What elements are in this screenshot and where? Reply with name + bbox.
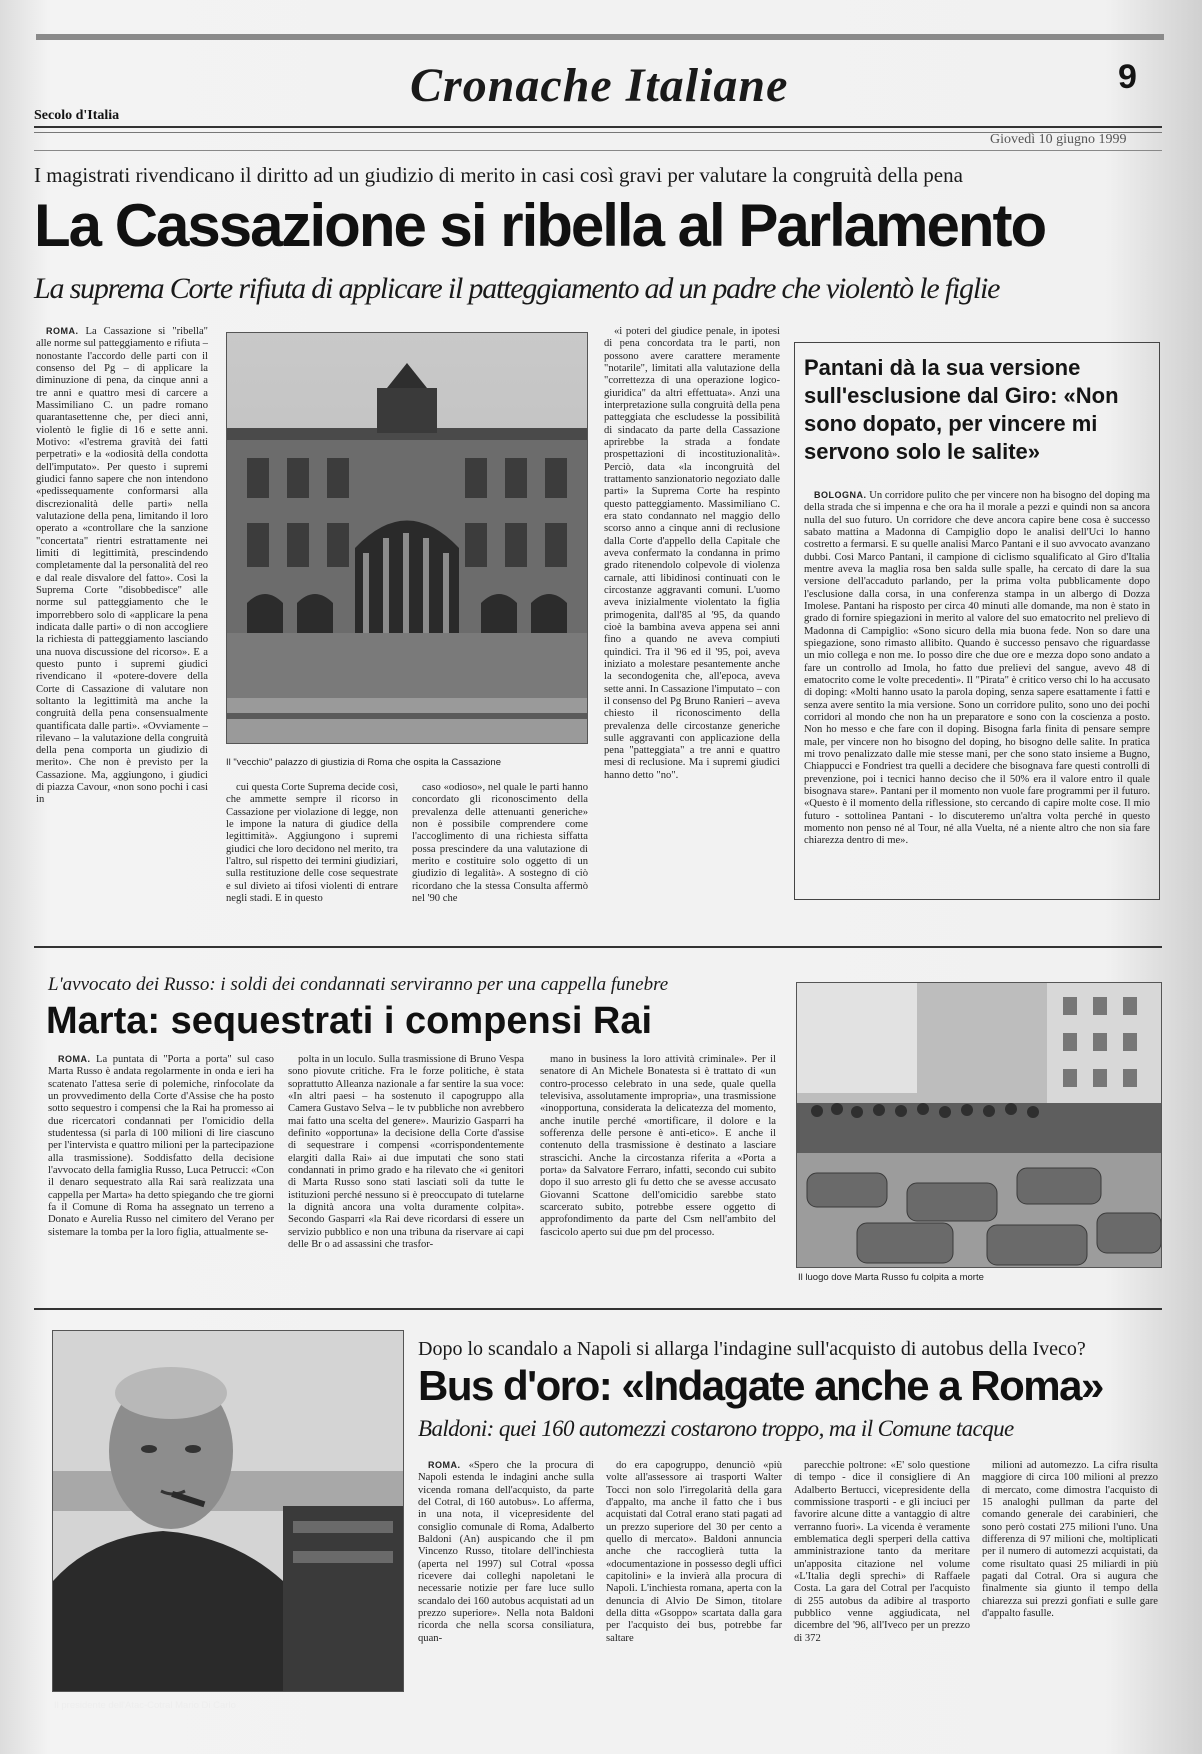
lead-col4-text: «i poteri del giudice penale, in ipotesi di pena concordata tra le parti, non possono avere carattere meramente "notarile", limitati alla valutazione della "correttezza di una operazione logico-giuridica" da altri effettuata». Anzi una interpretazione sulla congruità della pena patteggiata che escludesse la possibilità di sindacato da parte della Cassazione aprirebbe la strada a fondate prospettazioni di incostituzionalità». Perciò, data «la incongruità del trattamento sanzionatorio negoziato dalle parti» la Suprema Corte ha respinto questo patteggiamento. Massimiliano C. era stato condannato nel maggio dello scorso anno a cinque anni di reclusione dalla Corte d'appello della Capitale che aveva confermato la condanna in primo grado ritenendolo colpevole di violenza carnale, atti libidinosi continuati con le circostanze aggravanti comuni. L'uomo aveva inizialmente violentato la figlia primogenita, dall'85 al '95, da quando cioè la bambina aveva appena sei anni fino a quando ne aveva compiuti quindici. Tra il '96 ed il '95, poi, aveva iniziato a molestare pesantemente anche la secondogenita che, all'epoca, aveva sette anni. In Cassazione l'imputato – con il consenso del Pg Bruno Ranieri – aveva chiesto il riconoscimento della prevalenza delle circostanze generiche sulle aggravanti con applicazione della pena "patteggiata" a tre anni e quattro mesi di reclusione. Ma i supremi giudici hanno detto "no". [604, 326, 780, 781]
marta-column-3 [540, 1054, 776, 1276]
section-title: Cronache Italiane [410, 59, 789, 112]
dicarlo-photo [52, 1330, 404, 1692]
marta-overline: L'avvocato dei Russo: i soldi dei condannati serviranno per una cappella funebre [48, 974, 669, 995]
marta-column-2 [288, 1054, 524, 1276]
lead-col3-text: caso «odioso», nel quale le parti hanno concordato gli riconoscimento della prevalenza delle attenuanti generiche» non è possibile comprendere come l'accoglimento di una richiesta siffatta possa prescindere da una valutazione di merito e costituire solo oggetto di un giudizio di legalità». A sostegno di ciò ricordano che la stessa Consulta affermò nel '90 che [412, 782, 588, 904]
marta-col3-text: mano in business la loro attività criminale». Per il senatore di An Michele Bonatesta si è trattato di «un contro-processo celebrato in una sede, quale quella televisiva, assolutamente impropria», una trasmissione «inopportuna, considerata la delicatezza del momento, anche inutile perché «mortificare, il dolore e la sofferenza delle persone è anti-etico». E anche il contenuto della trasmissione è destinato a lasciare strascichi. Anche la circostanza riferita a «Porta a porta» da Salvatore Ferraro, infatti, secondo cui subito dopo il suo arresto gli fu detto che se avesse accusato Giovanni Scattone dell'omicidio sarebbe stato scarcerato subito, potrebbe essere oggetto di approfondimento da parte del Csm nell'ambito del fascicolo aperto sui due pm del processo. [540, 1054, 776, 1238]
lead-subhead: La suprema Corte rifiuta di applicare il patteggiamento ad un padre che violentò le figlie [34, 272, 1000, 305]
lead-overline: I magistrati rivendicano il diritto ad un giudizio di merito in casi così gravi per valutare la congruità della pena [34, 163, 963, 187]
marta-photo [796, 982, 1162, 1268]
bus-col3-text: parecchie poltrone: «E' solo questione di tempo - dice il consigliere di An Adalberto Bertucci, vicepresidente della commissione trasporti - e gli inciuci per favorire alcune ditte a vantaggio di altre verranno fuori». La vicenda è veramente emblematica degli sperperi della cattiva amministrazione tanto da meritare un'apposita citazione nel volume «L'Italia degli sprechi» di Raffaele Costa. La gara del Cotral per l'acquisto di 255 autobus da adibire al trasporto pubblico venne aggiudicata, nel dicembre del '96, all'Iveco per un prezzo di 372 [794, 1460, 970, 1644]
lead-column-3 [412, 782, 588, 904]
marta-col1-text: La puntata di "Porta a porta" sul caso Marta Russo è andata regolarmente in onda e ieri ha scatenato l'attesa serie di polemiche, rinfocolate da un provvedimento della Corte d'Assise che ha posto sotto sequestro i compensi che la Rai ha promesso ai due ricercatori condannati per l'omicidio della studentessa (si parla di 100 milioni di lire ciascuno per l'intervista e quattro milioni per la partecipazione alla trasmissione). Soddisfatto della decisione l'avvocato della famiglia Russo, Luca Petrucci: «Con il denaro sequestrato alla Rai sarà realizzata una cappella per Marta» ha detto spiegando che tre giorni fa il Comune di Roma ha assegnato un terreno a Donato e Aurelia Russo nel cimitero del Verano per sistemare la tomba per la loro figlia, attualmente se- [48, 1054, 274, 1238]
bus-column-1 [418, 1460, 594, 1728]
palazzo-giustizia-image [227, 333, 587, 743]
pantani-text: Un corridore pulito che per vincere non ha bisogno del doping ma della strada che si impenna e che ora ha il morale a pezzi e quindi non sa ancora nulla del suo futuro. Un corridore che deve ancora capire bene cosa è successo sabato mattina a Madonna di Campiglio dopo le analisi dell'Uci lo hanno costretto a fermarsi. E su quelle analisi Marco Pantani e il suo avvocato avanzano dubbi. Così Marco Pantani, il campione di ciclismo squalificato al Giro d'Italia mentre aveva la maglia rosa ben salda sulle spalle, ha cercato di dare la sua versione dell'accaduto parlando, per la prima volta pubblicamente dopo l'esclusione dalla corsa, in una conferenza stampa in un albergo di Dozza Imolese. Pantani ha risposto per circa 40 minuti alle domande, ma non è stato in grado di fornire spiegazioni in merito al valore del suo ematocrito nel prelievo di Madonna di Campiglio: «Sono sicuro della mia buona fede. Non so dare una spiegazione, sono rimasto allibito. Quando è successo pensavo che riguardasse un mio collega e non me. Io posso dire che due ore e mezza dopo sono andato a fare un controllo ad Imola, ho fatto due prelievi del sangue, avevo 48 di ematocrito come le volte precedenti». Il "Pirata" è critico verso chi lo ha accusato di doping: «Molti hanno usato la parola doping, senza sapere esattamente i fatti e senza avere sentito la mia versione. Sono un corridore pulito, sono uno dei pochi corridori al mondo che non ha un preparatore e sono con la coscienza a posto. Non ho messo e che fare con il doping. Bisogna farla finita di pensare sempre male, per vincere non ho bisogno del doping, ho bisogno delle salite. In pratica mi trovo penalizzato dalle mie stesse mani, per che sono stato insieme a Bugno, Chiappucci e Fondriest tra quelli a decidere che bisognava fare questi controlli di prevenzione, poi i tecnici hanno deciso che il 50% era il valore entro il quale bisognava stare». Pantani per il momento non vuole fare programmi per il futuro. «Questo è il momento della riflessione, sto cercando di capire molte cose. Il mio futuro - sottolinea Pantani - lo discuteremo un'altra volta perché in questo momento non penso né al Tour, né alla Vuelta, né a niente altro che non sia fare chiarezza dentro di me». [804, 490, 1150, 847]
marta-photo-caption: Il luogo dove Marta Russo fu colpita a morte [798, 1272, 984, 1283]
bus-column-3 [794, 1460, 970, 1728]
marta-col2-text: polta in un loculo. Sulla trasmissione di Bruno Vespa sono piovute critiche. Fra le forze politiche, è stata soprattutto Alleanza nazionale a far sentire la sua voce: «In altri paesi – ha sostenuto il capogruppo alla Camera Gustavo Selva – le tv pubbliche non avrebbero mai fatto una scelta del genere». Maurizio Gasparri ha definito «opportuna» la decisione della Corte d'assise di sequestrare i compensi «corrispondentemente elargiti dalla Rai» ai due imputati che sono stati condannati in primo grado e ha rilevato che «i genitori di Marta Russo sono stati lasciati soli da tutte le istituzioni perché nessuno si è preoccupato di tutelarne la dignità ancora una volta duramente colpita». Secondo Gasparri «la Rai deve ricordarsi di essere un servizio pubblico e non una tribuna da riservare ai capi delle Br o ad assassini che trasfor- [288, 1054, 524, 1250]
top-band [36, 34, 1164, 40]
issue-date: Giovedì 10 giugno 1999 [990, 132, 1127, 147]
bus-col1-text: «Spero che la procura di Napoli estenda le indagini anche sulla vicenda romana dell'acquisto, da parte del Cotral, di 160 autobus». Lo afferma, in una nota, il vicepresidente del consiglio comunale di Roma, Adalberto Baldoni (An) auspicando che il pm Vincenzo Russo, titolare dell'inchiesta (aperta nel 1997) sul Cotral «possa ricevere dai colleghi napoletani le necessarie notizie per fare luce sullo scandalo dei 160 autobus acquistati ad un prezzo superiore». Nella nota Baldoni ricorda che nella scorsa consiliatura, quan- [418, 1460, 594, 1644]
marta-column-1 [48, 1054, 274, 1276]
lead-col2-text: cui questa Corte Suprema decide così, che ammette sempre il ricorso in Cassazione per violazione di legge, non le impone la natura di giudice della legittimità». Aggiungono i supremi giudici che loro decidono nel merito, tra l'altro, sul rispetto dei termini giudiziari, sulla restituzione delle cose sequestrate e sul divieto ai tifosi violenti di entrare negli stadi. E in questo [226, 782, 398, 904]
bus-column-4 [982, 1460, 1158, 1728]
lead-column-1 [36, 326, 208, 904]
lead-col1-text: La Cassazione si "ribella" alle norme sul patteggiamento e rifiuta – nonostante l'accordo delle parti con il consenso del Pg – di applicare la diminuzione di pena, da cinque anni a tre anni e quattro mesi di carcere a Massimiliano C. un padre romano quarantasettenne che, per dieci anni, violentò le figlie di 16 e sette anni. Motivo: «l'estrema gravità dei fatti perpetrati» e la «odiosità della condotta dell'imputato». Per questo i supremi giudici fanno sapere che non intendono «pedissequamente conformarsi alla discrezionalità delle parti» nella valutazione della pena, limitando il loro operato a «controllare che la sanzione "concertata" rientri estrattamente nei limiti di legittimità, prescindendo completamente dal la personalità del reo e dal reale disvalore del fatto». Così la Suprema Corte "disobbedisce" alle norme sul patteggiamento che le imporrebbero solo di «applicare la pena indicata dalle parti» o di non accogliere la richiesta di patteggiamento lasciando una nuova discussione del ricorso». E a questo punto i supremi giudici rivendicano il «potere-dovere della Corte di Cassazione di valutare non soltanto la legittimità ma anche la congruità della pena consensualmente quantificata dalle parti». «Ovviamente – rilevano – la valutazione della congruità della pena comporta un giudizio di merito». Che non è previsto per la Cassazione. Ma, aggiungono, i giudici di piazza Cavour, «non sono pochi i casi in [36, 326, 208, 806]
bus-overline: Dopo lo scandalo a Napoli si allarga l'indagine sull'acquisto di autobus della Iveco? [418, 1338, 1086, 1360]
marta-headline: Marta: sequestrati i compensi Rai [46, 1000, 653, 1042]
lead-column-2 [226, 782, 398, 904]
cassazione-photo [226, 332, 588, 744]
bus-col2-text: do era capogruppo, denunciò «più volte all'assessore ai trasporti Walter Tocci non solo l'irregolarità della gara d'appalto, ma anche il fatto che i bus acquistati dal Cotral erano stati pagati ad un prezzo superiore del 30 per cento a quello di mercato». Baldoni annuncia anche che raccoglierà tutta la «documentazione in possesso degli uffici capitolini» e la invierà alla procura di Napoli. L'inchiesta romana, aperta con la denuncia di Alvio De Simon, titolare della ditta «Gsoppo» scartata dalla gara per l'acquisto dei bus, potrebbe far saltare [606, 1460, 782, 1644]
paper-name: Secolo d'Italia [34, 108, 120, 123]
bus-column-2 [606, 1460, 782, 1728]
marta-bottom-rule [34, 1308, 1162, 1310]
pantani-body [804, 490, 1150, 894]
pantani-headline: Pantani dà la sua versione sull'esclusione dal Giro: «Non sono dopato, per vincere mi servono solo le salite» [804, 355, 1119, 464]
bus-headline: Bus d'oro: «Indagate anche a Roma» [418, 1362, 1103, 1409]
masthead-rule [34, 126, 1162, 128]
lead-headline: La Cassazione si ribella al Parlamento [34, 192, 1046, 259]
crime-scene-image [797, 983, 1161, 1267]
bus-dateline: ROMA. [428, 1460, 461, 1470]
dicarlo-photo-caption: Il presidente dell'Atac-Cotral Mario Di Carlo [54, 1700, 236, 1711]
portrait-image [53, 1331, 403, 1691]
bus-col4-text: milioni ad automezzo. La cifra risulta maggiore di circa 100 milioni al prezzo di mercato, come dimostra l'acquisto di 15 analoghi pullman da parte del comando generale dei carabinieri, che sono però costati 275 milioni l'uno. Una differenza di 97 milioni che, moltiplicati per il numero di automezzi acquistati, da come risultato quasi 25 miliardi in più pagati dal Cotral. Ora si augura che finalmente sia giunto il tempo della chiarezza sui prezzi gonfiati e sulle gare d'appalto fasulle. [982, 1460, 1158, 1619]
bus-subhead: Baldoni: quei 160 automezzi costarono troppo, ma il Comune tacque [418, 1416, 1014, 1441]
lead-dateline: ROMA. [46, 326, 79, 336]
marta-dateline: ROMA. [58, 1054, 91, 1064]
lead-column-4 [604, 326, 780, 904]
cassazione-photo-caption: Il "vecchio" palazzo di giustizia di Roma che ospita la Cassazione [226, 757, 501, 768]
page-number: 9 [1118, 58, 1137, 96]
lead-bottom-rule [34, 946, 1162, 948]
date-rule [34, 150, 1162, 151]
pantani-dateline: BOLOGNA. [814, 490, 867, 500]
